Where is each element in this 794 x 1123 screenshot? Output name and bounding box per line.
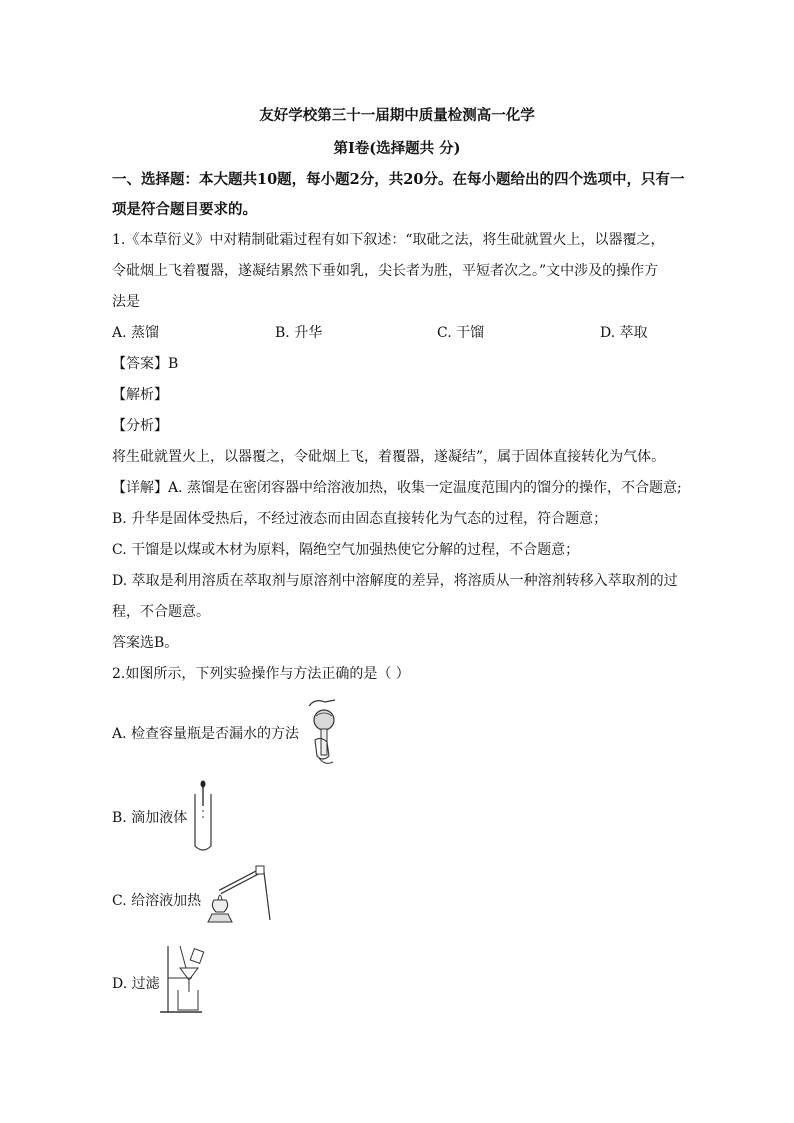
q1-option-a: A. 蒸馏 <box>112 325 160 341</box>
q1-stem-line1: 1.《本草衍义》中对精制砒霜过程有如下叙述：“取砒之法，将生砒就置火上，以器覆之， <box>112 232 665 248</box>
volumetric-flask-icon <box>305 696 343 772</box>
q1-conclusion: 答案选B。 <box>112 635 179 651</box>
q1-analysis-text: 将生砒就置火上，以器覆之，令砒烟上飞，着覆器，遂凝结”，属于固体直接转化为气体。 <box>112 449 666 465</box>
q1-answer: 【答案】B <box>112 356 179 372</box>
q1-detail-d-line2: 程，不合题意。 <box>112 604 210 620</box>
q2-stem: 2.如图所示，下列实验操作与方法正确的是（ ） <box>112 666 410 682</box>
alcohol-lamp-heating-icon <box>204 862 276 930</box>
q1-option-d: D. 萃取 <box>600 325 648 341</box>
filtration-apparatus-icon <box>158 942 206 1022</box>
q1-option-b: B. 升华 <box>275 325 323 341</box>
q1-stem-line2: 令砒烟上飞着覆器，遂凝结累然下垂如乳，尖长者为胜，平短者次之。”文中涉及的操作方 <box>112 263 659 279</box>
q2-option-d-label: D. 过滤 <box>112 976 160 992</box>
q2-option-c-label: C. 给溶液加热 <box>112 893 202 909</box>
q1-option-c: C. 干馏 <box>437 325 485 341</box>
section-heading-line1: 一、选择题：本大题共10题，每小题2分，共20分。在每小题给出的四个选项中，只有一 <box>112 171 685 188</box>
q1-detail-a: 【详解】A. 蒸馏是在密闭容器中给溶液加热，收集一定温度范围内的馏分的操作，不合题意; <box>112 480 682 496</box>
q1-stem-line3: 法是 <box>112 294 140 310</box>
q1-analysis-label: 【解析】 <box>112 387 168 403</box>
page-title: 友好学校第三十一届期中质量检测高一化学 <box>259 107 535 124</box>
q1-detail-d-line1: D. 萃取是利用溶质在萃取剂与原溶剂中溶解度的差异，将溶质从一种溶剂转移入萃取剂的过 <box>112 573 678 589</box>
q1-detail-b: B. 升华是固体受热后，不经过液态而由固态直接转化为气态的过程，符合题意； <box>112 511 608 527</box>
test-tube-dropper-icon <box>192 780 214 858</box>
section-heading-line2: 项是符合题目要求的。 <box>112 201 257 218</box>
q1-analyze-label: 【分析】 <box>112 418 168 434</box>
q1-detail-c: C. 干馏是以煤或木材为原料，隔绝空气加强热使它分解的过程，不合题意； <box>112 542 580 558</box>
q2-option-a-label: A. 检查容量瓶是否漏水的方法 <box>112 726 300 742</box>
page-subtitle: 第Ⅰ卷(选择题共 分) <box>333 140 461 157</box>
q2-option-b-label: B. 滴加液体 <box>112 810 188 826</box>
